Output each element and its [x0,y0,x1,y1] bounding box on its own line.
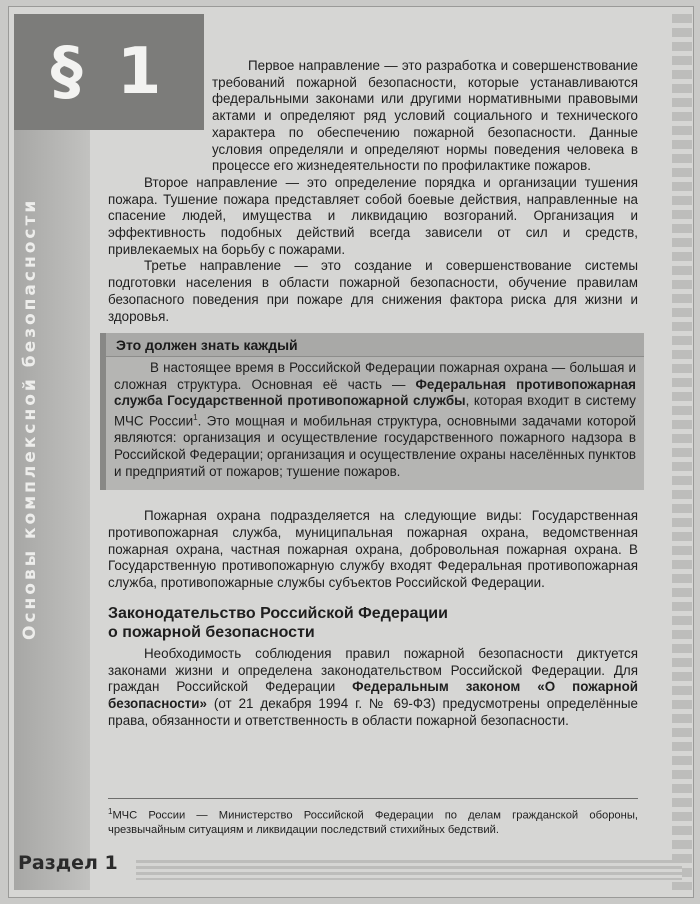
info-box-text-after: . Это мощная и мобильная структура, основными задачами которой являются: организация и осуществление государственного пожарного надзора в Российской Федерации; организация и осуществление охраны населённых пунктов и предприятий от пожаров; тушение пожаров. [114,413,637,479]
legislation-law-name: Федеральным законом «О пожарной безопасности» [108,679,638,711]
info-box-text [114,360,636,480]
footer-stripe-decoration [136,860,682,880]
info-box-text-mid: , которая входит в систему МЧС России [114,393,636,429]
legislation-text-before: Необходимость соблюдения правил пожарной безопасности диктуется законами жизни и определена законодательством Российской Федерации. Для граждан Российской Федерации [108,645,638,695]
footer-section-label: Раздел 1 [18,852,118,874]
paragraph-third-direction: Третье направление — это создание и совершенствование системы подготовки населения в области пожарной безопасности, обучение правилам безопасного поведения при пожаре для снижения фактора риска для жизни и здоровья. [108,258,638,324]
footnote-reference: 1 [193,413,198,423]
vertical-book-title: Основы комплексной безопасности [20,197,40,640]
section-heading [108,604,638,642]
paragraph-legislation [108,646,638,730]
section-heading-line1: Законодательство Российской Федерации [108,604,448,622]
footnote-mark: 1 [108,807,113,816]
section-heading-line2: о пожарной безопасности [108,623,315,641]
right-stripe-decoration [672,14,692,890]
main-text [108,58,638,729]
footnote-text: МЧС России — Министерство Российской Федерации по делам гражданской обороны, чрезвычайным ситуациям и ликвидации последствий стихийных бедствий. [108,809,638,836]
paragraph-fire-service-types: Пожарная охрана подразделяется на следующие виды: Государственная противопожарная служба, муниципальная пожарная охрана, ведомственная пожарная охрана, частная пожарная охрана, добровольная пожарная охрана. В Государственную противопожарную службу входят Федеральная противопожарная служба, противопожарные службы субъектов Российской Федерации. [108,508,638,591]
footnote [108,798,638,837]
info-box-title: Это должен знать каждый [106,333,644,357]
info-box-bold: Федеральная противопожарная служба Государственной противопожарной службы [114,376,636,409]
info-box-text-before: В настоящее время в Российской Федерации пожарная охрана — большая и сложная структура. Основная её часть — [114,359,636,392]
paragraph-first-direction: Первое направление — это разработка и совершенствование требований пожарной безопасности, которые устанавливаются федеральными законами или другими нормативными правовыми актами и определяют ряд условий социального и технического характера по обеспечению пожарной безопасности. Данные условия определяли и определяют нормы поведения человека в процессе его жизнедеятельности по профилактике пожаров. [212,58,638,174]
paragraph-second-direction: Второе направление — это определение порядка и организации тушения пожара. Тушение пожара представляет собой боевые действия, направленные на спасение людей, имущества и ликвидацию возгораний. Организация и эффективность подобных действий всегда зависели от сил и средств, привлекаемых на борьбу с пожарами. [108,174,638,257]
legislation-text-after: (от 21 декабря 1994 г. № 69-ФЗ) предусмотрены определённые права, обязанности и ответственность в области пожарной безопасности. [108,695,638,728]
section-mark: § 1 [50,35,168,109]
info-box [100,333,644,490]
